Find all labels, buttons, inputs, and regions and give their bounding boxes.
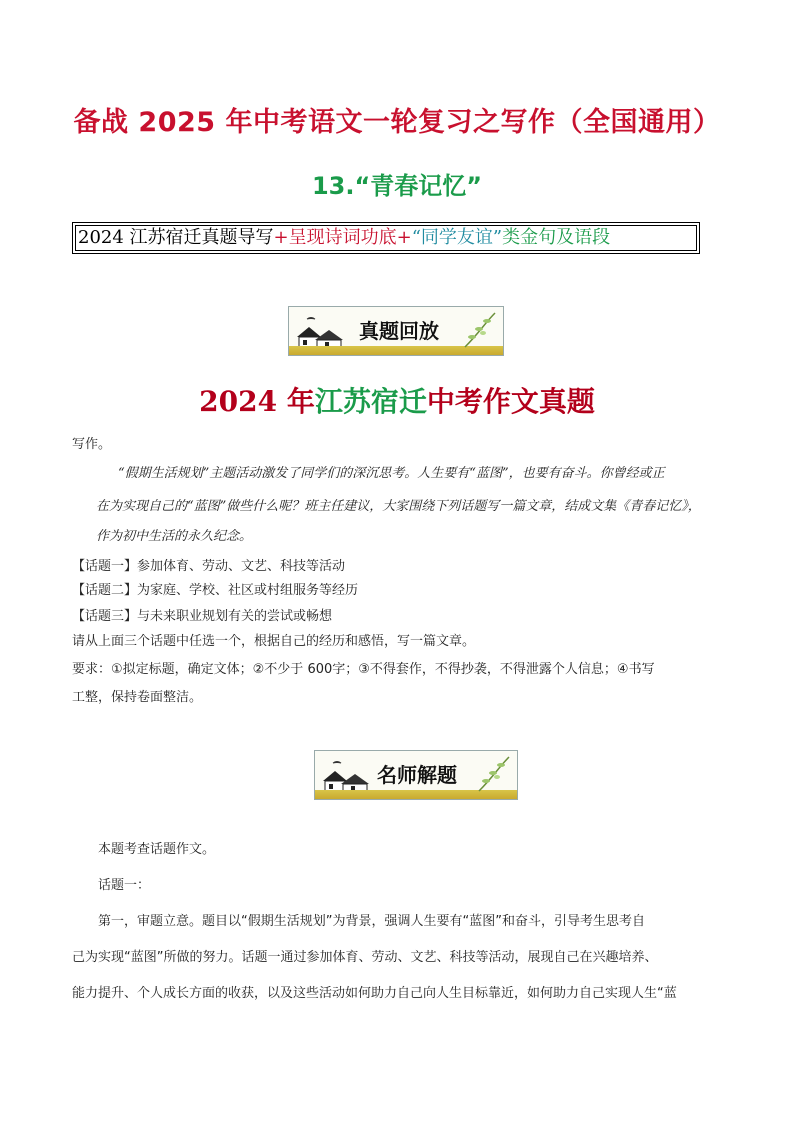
requirement-line-1: 要求：①拟定标题，确定文体；②不少于 600字；③不得套作，不得抄袭，不得泄露个人信息；④书写 <box>72 662 655 677</box>
topic-2: 【话题二】为家庭、学校、社区或村组服务等经历 <box>72 583 359 598</box>
banner-label: 真题回放 <box>359 319 439 343</box>
analysis-intro: 本题考查话题作文。 <box>98 842 216 857</box>
tag-part-exam: 2024 江苏宿迁真题导写 <box>78 227 274 248</box>
prompt-line-3: 作为初中生活的永久纪念。 <box>96 529 253 544</box>
tag-part-friendship: “同学友谊” <box>411 227 503 248</box>
topic-1: 【话题一】参加体育、劳动、文艺、科技等活动 <box>72 559 346 574</box>
topic-tag-box <box>72 222 700 254</box>
analysis-line-2: 己为实现“蓝图”所做的努力。话题一通过参加体育、劳动、文艺、科技等活动，展现自己在兴趣培养、 <box>72 950 658 965</box>
analysis-line-1: 第一，审题立意。题目以“假期生活规划”为背景，强调人生要有“蓝图”和奋斗，引导考生思考自 <box>98 914 645 929</box>
branch-icon <box>471 755 511 795</box>
branch-icon <box>457 311 497 351</box>
heading-year: 2024 年 <box>199 385 315 418</box>
banner-label: 名师解题 <box>377 763 457 787</box>
requirement-line-2: 工整，保持卷面整洁。 <box>72 690 203 705</box>
topic-3: 【话题三】与未来职业规划有关的尝试或畅想 <box>72 609 333 624</box>
sub-title: 13.“青春记忆” <box>311 172 483 200</box>
analysis-topic-label: 话题一： <box>98 878 151 893</box>
main-title: 备战 2025 年中考语文一轮复习之写作（全国通用） <box>73 107 721 138</box>
banner-exam-review <box>288 306 504 356</box>
section-heading <box>0 380 794 420</box>
banner-teacher-analysis <box>314 750 518 800</box>
heading-rest: 中考作文真题 <box>426 385 595 418</box>
tag-part-sentences: 类金句及语段 <box>502 227 611 248</box>
tag-part-poetry: +呈现诗词功底+ <box>273 227 412 248</box>
analysis-line-3: 能力提升、个人成长方面的收获，以及这些活动如何助力自己向人生目标靠近，如何助力自己实现人生“蓝 <box>72 986 677 1001</box>
prompt-line-2: 在为实现自己的“蓝图”做些什么呢？班主任建议，大家围绕下列话题写一篇文章，结成文集《青春记忆》， <box>96 499 701 514</box>
heading-place: 江苏宿迁 <box>314 385 427 418</box>
writing-label: 写作。 <box>72 437 112 452</box>
instruction: 请从上面三个话题中任选一个，根据自己的经历和感悟，写一篇文章。 <box>72 634 476 649</box>
prompt-line-1: “假期生活规划”主题活动激发了同学们的深沉思考。人生要有“蓝图”，也要有奋斗。你曾经或正 <box>118 466 665 481</box>
